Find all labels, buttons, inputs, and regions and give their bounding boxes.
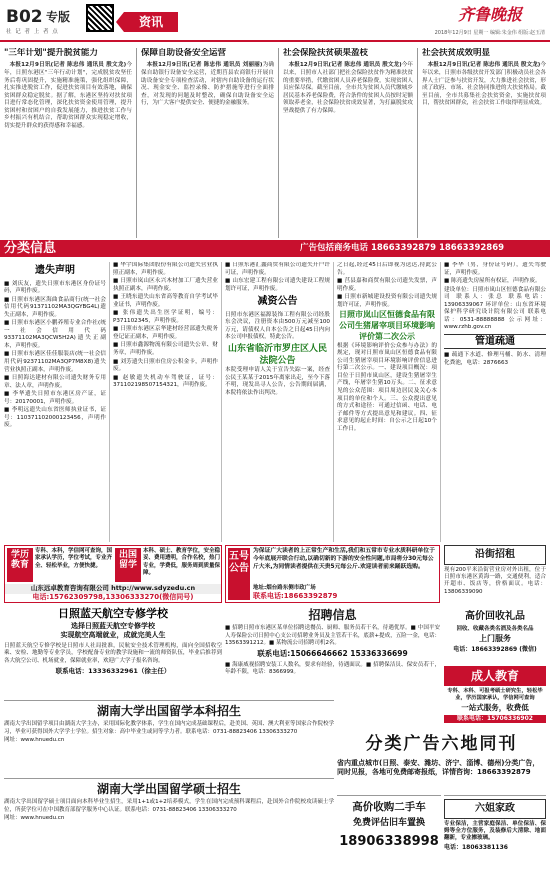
- news-body: 为确保自助银行设备安全运营，近期莒县农商银行开展自助设备安全专项检查活动，对辖内自助设备的运行状况、现金安全、监控录像、防护措施等进行全面排查，对发现的问题及时整改，确保自助设备安全运行，为广大客户提供安全、便捷的金融服务。: [141, 62, 274, 107]
- notice-item: ■ 日照市岚山区永兴木材加工厂遗失营业执照正副本，声明作废。: [113, 278, 218, 292]
- column-divider: [278, 48, 279, 238]
- six-city-ad: [337, 733, 546, 791]
- hunan-master-foot: 网址：www.hnuedu.cn: [4, 815, 65, 822]
- recruit-ad: [225, 607, 440, 697]
- adult-edu-phone: 联系电话：15706336902: [444, 715, 546, 723]
- aviation-ad-sub1: 选择日照蓝天航空专修学校: [71, 621, 155, 630]
- six-city-text: 省内重点城市(日照、泰安、潍坊、济宁、淄博、德州)分类广告，同时见报，各地可免费邮寄报纸，详情咨询：18663392879: [337, 758, 540, 777]
- adult-edu-sub: 一站式服务，收费低: [461, 703, 529, 713]
- six-city-title: 分类广告六地同刊: [365, 734, 518, 754]
- hunan-undergrad-ad: [4, 700, 334, 774]
- recruit-ad-text: ■ 招聘日照市东港区某单位招聘送餐员、厨师、服务员若干名，待遇优厚。■ 中国平安人寿保险公司日照中心支公司招聘业务员及主管若干名，底薪+提成，五险一金，电话：13563391212。■ 某物流公司招聘司机2名。: [225, 625, 440, 647]
- wuxing-ad-phone: 联系电话:18663392879: [253, 592, 338, 600]
- gift-recycle-ad: [444, 610, 546, 664]
- notice-item: ■ 王晓东遗失山东省高等教育自学考试毕业证书，声明作废。: [113, 294, 218, 308]
- notice-item: ■ 日照海达建材有限公司遗失财务专用章、法人章，声明作废。: [4, 375, 106, 389]
- used-car-ad: [337, 795, 441, 879]
- wuxing-ad-text: 为保证广大读者的上正常生产和生活,我们和五常市专业水质科研单位于今年底展开联合行动,以确切新的下游的安全性问题,市局将分30元每公斤大米,为同情读者提供在天贵5元每公斤.欢迎读者前来踊跃选购。: [253, 548, 435, 570]
- news-article-4: [422, 48, 546, 238]
- capital-reduction-heading: 减资公告: [257, 296, 298, 308]
- classified-hotline: 广告包括商务电话 18663392879 18663392869: [300, 243, 505, 253]
- notice-item: ■ 日照市鑫源物流有限公司遗失公章、财务章，声明作废。: [113, 342, 218, 357]
- notice-column-5: [444, 262, 546, 542]
- housekeeping-text: 专业保洁，主营家庭保洁、单位保洁、保姆等全方位服务，及装修后大清除、地面翻新，专业擦玻璃。: [444, 820, 546, 842]
- wuxing-ad-address: 地址:烟台路东侧市政广场: [253, 585, 316, 591]
- wuxing-ad: [225, 545, 440, 603]
- recruit-ad-title: 招聘信息: [308, 608, 357, 622]
- notice-item: 之日起,经过45日后即视为送达,持此公告。: [337, 262, 437, 276]
- capital-reduction-body: 日照市东港区福源装饰工程有限公司经股东会决议，注册资本由500万元减至100万元，请债权人自本公告之日起45日内向本公司申报债权，特此公告。: [225, 311, 330, 341]
- notice-item: ■ 莒县嘉和商贸有限公司遗失发票，声明作废。: [337, 278, 437, 292]
- notice-item: ■ 日照市东港区小鹏养殖专业合作社(统一社会信用代码93371102MA3QCW5H2A)遗失正副本，声明作废。: [4, 320, 106, 349]
- notice-item: ■ 李华（男，身份证号码），遗失驾驶证，声明作废。: [444, 262, 546, 276]
- adult-edu-title: 成人教育: [444, 666, 546, 686]
- qr-code-icon: [86, 4, 114, 32]
- aviation-ad-phone: 联系电话：13336332961（徐主任）: [55, 666, 171, 675]
- housekeeping-title: 六姐家政: [444, 799, 546, 819]
- eia-contact-info: 建设单位：日照市岚山区恒德食品有限公司 联系人：张总 联系电话：13906339067 环评单位：山东省环境保护科学研究设计院有限公司 联系电话：0531-88888888 公示网址：www.rzhb.gov.cn: [444, 286, 546, 331]
- header-date: 2018年12月9日 星期一 编辑:朱金伟 组版:赵玉清: [434, 30, 545, 36]
- news-title: 社会扶贫成效明显: [422, 48, 491, 58]
- study-ad-company: 山东远卓教育咨询有限公司 http://www.sdyzedu.cn: [5, 584, 221, 594]
- court-notice-body: 本院受理申请人关于宣告失踪一案，经查公民王某某于2015年离家出走，至今下落不明，现发出寻人公告，公告期间届满，本院将依法作出判决。: [225, 367, 330, 396]
- eia-notice-heading: 日照市岚山区恒德食品有限公司生猪屠宰项目环境影响评价第二次公示: [339, 310, 435, 341]
- housekeeping-ad: [444, 795, 546, 879]
- shop-rent-text: 现有200平米沿街营业房对外出租，位于日照市东港区黄海一路，交通便利，适合开超市、饭店等，价格面议。电话：13806339090: [444, 566, 546, 595]
- notice-item: ■ 赵敏遗失机动车驾驶证，证号：371102198507154321，声明作废。: [113, 374, 218, 389]
- hunan-undergrad-foot: 网址：www.hnuedu.cn: [4, 737, 65, 744]
- notice-item: ■ 张伟遗失出生医学证明，编号：P371102345，声明作废。: [113, 310, 218, 324]
- study-ad-right-title: 出国留学: [115, 548, 141, 582]
- column-divider: [333, 262, 334, 542]
- study-ad: [4, 545, 222, 603]
- news-byline: 本报12月9日讯(记者 陈忠伟 通讯员 殷文龙): [9, 62, 127, 69]
- shop-rent-ad: [444, 545, 546, 603]
- news-article-2: [141, 48, 274, 238]
- column-divider: [109, 262, 110, 542]
- aviation-ad-text: 日照蓝天航空专修学校是日照市人社局批准，民航安全技术管理机构，面向全国招收空乘、安检、地勤等专业学员，学校配备专业的教学设施和一流的师资队伍，毕业后推荐到各大航空公司、机场就业，保障就业率，欢迎广大学子报名咨询。: [4, 642, 222, 664]
- notice-item: ■ 华宇国际集团股份有限公司遗失营业执照正副本，声明作废。: [113, 262, 218, 276]
- page-header: [0, 0, 550, 44]
- notice-item: ■ 日照市东港区佳佳服装店(统一社会信用代码92371102MA3QP7M8X8)遗失营业执照正副本，声明作废。: [4, 351, 106, 373]
- aviation-ad: [4, 607, 222, 697]
- notice-item: ■ 日照市新城建设投资有限公司遗失规划许可证，声明作废。: [337, 294, 437, 308]
- used-car-sub: 免费评估旧车置换: [352, 818, 425, 829]
- housekeeping-phone: 电话：18063381136: [444, 843, 508, 851]
- notice-item: ■ 山东宏建工程有限公司遗失建设工程规划许可证，声明作废。: [225, 278, 330, 292]
- pipe-dredging-ad: ■ 疏通下水道、修理马桶、防水、清理化粪池，电话：2876663: [444, 352, 546, 366]
- notice-item: ■ 日照市东港区海曲食品商行(统一社会信用代码91371102MA3QGYBG4L)遗失正副本，声明作废。: [4, 296, 106, 318]
- hunan-master-text: 湖南大学出国留学硕士项目面向本科毕业生招生，采用1+1或1+2培养模式，学生在国内完成预科课程后，赴国外合作院校攻读硕士学位，所获学位可在中国教育部留学服务中心认证。联系电话：0731-88823406 13306333270: [4, 799, 334, 813]
- newspaper-logo: 齐鲁晚报: [458, 5, 523, 24]
- section-tab: 资讯: [124, 12, 178, 32]
- study-ad-phone: 电话:15762309798,13306333270(微信同号): [32, 593, 194, 601]
- news-body: 今年以来，日照市各级扶贫开发部门积极动员社会各界人士广泛参与扶贫开发，大力推进社会扶贫，形成了政府、市场、社会协同推进的大扶贫格局。截至目前，全市共募集社会扶贫资金，实施扶贫项目，帮扶贫困群众，社会扶贫工作取得明显成效。: [422, 62, 546, 107]
- hunan-master-ad: [4, 778, 334, 878]
- notice-item: ■ 陈亮遗失房屋所有权证，声明作废。: [444, 278, 541, 285]
- study-ad-left-text: 专科、本科，学信网可查询，国家承认学历，学位考试，专业齐全、轻松毕业，方便快捷。: [35, 548, 113, 569]
- news-title: 保障自助设备安全运营: [141, 48, 227, 58]
- notice-column-3: [225, 262, 330, 542]
- news-title: "三年计划"提升脱贫能力: [4, 48, 98, 58]
- adult-edu-ad: [444, 666, 546, 730]
- adult-edu-text: 专科、本科、可报考硕士研究生，轻松毕业，学历国家承认，学信网可查询: [447, 688, 543, 702]
- aviation-ad-title: 日照蓝天航空专修学校: [58, 607, 168, 620]
- gift-recycle-phone: 电话：18663392869 (微信): [453, 645, 537, 653]
- study-ad-left-title: 学历教育: [7, 548, 33, 582]
- court-notice-heading: 山东省临沂市罗庄区人民法院公告: [227, 343, 327, 367]
- news-byline: 本报12月9日讯(记者 陈忠伟 通讯员 刘丽丽): [146, 62, 263, 69]
- header-sub: 社 记 者 上 者 点: [6, 29, 59, 35]
- news-article-3: [283, 48, 413, 238]
- news-byline: 本报12月9日讯(记者 陈忠伟 通讯员 殷文龙): [288, 62, 402, 69]
- column-divider: [417, 48, 418, 238]
- gift-recycle-text: 回收、收藏各类名酒及各类名品: [456, 625, 534, 632]
- used-car-phone: 18906338998: [339, 834, 439, 850]
- study-ad-right-text: 本科、硕士、教育学位，安全稳妥、费用透明，合作名校，热门专业，学费低，服务周到质量保障。: [143, 548, 221, 577]
- lost-notice-heading: 遗失声明: [35, 265, 75, 276]
- pipe-dredging-heading: 管道疏通: [444, 334, 546, 350]
- recruit-ad-notes: ■ 海康威视招聘安装工人数名，要求有经验，待遇面议。■ 招聘保洁员、保安员若干，年龄不限，电话：8366999。: [225, 661, 440, 675]
- notice-item: ■ 刘庆友，遗失日照市东港区身份证号码，声明作废。: [4, 280, 106, 295]
- column-divider: [221, 262, 222, 542]
- notice-item: ■ 日照东港汇鑫商贸有限公司遗失开户许可证，声明作废。: [225, 262, 330, 276]
- notice-column-1: [4, 262, 106, 542]
- news-body: 今年，日照东港区"三年行动计划"，完成脱贫攻坚任务后将巩固提升，实施精准施策，强化组织保障，扎实推进脱贫工作，促进扶贫项目有效落地，确保贫困群众稳定脱贫。据了解，东港区坚持对扶贫项目进行常态化管理，深化扶贫资金使用管理，提升贫困村和贫困户的自我发展能力，推进扶贫工作与乡村振兴有机结合，帮助贫困群众实现稳定增收，切实提升群众的获得感和幸福感。: [4, 62, 132, 129]
- aviation-ad-sub2: 实现航空高端就业，成就完美人生: [60, 631, 166, 640]
- hunan-master-title: 湖南大学出国留学硕士招生: [96, 782, 241, 796]
- header-rule: [0, 40, 550, 42]
- page-number: B02: [6, 7, 43, 27]
- notice-item: ■ 日照市东港区京华建材经营部遗失税务登记证正副本，声明作废。: [113, 326, 218, 340]
- news-title: 社会保险扶贫硕果盈枝: [283, 48, 369, 58]
- news-byline: 本报12月9日讯(记者 陈忠伟 通讯员 殷文龙): [427, 62, 541, 69]
- notice-item: ■ 刘芳遗失日照市住房公积金卡，声明作废。: [113, 358, 218, 373]
- news-article-1: [4, 48, 132, 238]
- gift-recycle-title: 高价回收礼品: [465, 611, 525, 622]
- eia-notice-body: 根据《环境影响评价公众参与办法》的规定，现对日照市岚山区恒德食品有限公司生猪屠宰项目环境影响评价信息进行第二次公示。一、建设项目概况：项目位于日照市岚山区，建设生猪屠宰生产线，年屠宰生猪10万头。二、征求意见的公众范围：项目周边居民及关心本项目的单位和个人。三、公众提出意见的方式和途径：可通过信函、电话、电子邮件等方式提出意见和建议。四、征求意见的起止时间：自公示之日起10个工作日。: [337, 342, 437, 432]
- used-car-title: 高价收购二手车: [352, 801, 426, 813]
- notice-item: ■ 李明远遗失山东省医师执业证书，证号：110371102000123456，声明作废。: [4, 407, 106, 429]
- shop-rent-title: 沿街招租: [444, 545, 546, 565]
- hunan-undergrad-title: 湖南大学出国留学本科招生: [96, 704, 241, 718]
- news-body: 今年以来，日照市人社部门把社会保险扶贫作为精准扶贫的重要举措，代缴贫困人员养老保险费，实现贫困人员应保尽保。截至目前，全市共为贫困人员代缴城乡居民基本养老保险费，符合条件的贫困人员按时足额领取养老金，社会保险扶贫成效显著，为打赢脱贫攻坚战提供了有力保障。: [283, 62, 413, 114]
- edition-label: 专版: [46, 10, 71, 24]
- wuxing-ad-title: 五号公告: [228, 548, 250, 600]
- notice-item: ■ 李华遗失日照市东港区房产证，证号：20170001，声明作废。: [4, 391, 106, 405]
- notice-column-4: [337, 262, 437, 542]
- notice-column-2: [113, 262, 218, 542]
- classified-title: 分类信息: [4, 241, 57, 256]
- column-divider: [440, 262, 441, 542]
- gift-recycle-sub: 上门服务: [479, 633, 511, 643]
- column-divider: [136, 48, 137, 238]
- hunan-undergrad-text: 湖南大学出国留学项目由湖南大学主办，采用国际化教学体系，学生在国内完成基础课程后，赴美国、英国、澳大利亚等国家合作院校学习，毕业可获得国外大学学士学位。招生对象：高中毕业生或同等学力者。联系电话：0731-88823406 13306333270: [4, 721, 334, 735]
- recruit-ad-phone: 联系电话:15066646662 15336336699: [257, 649, 408, 659]
